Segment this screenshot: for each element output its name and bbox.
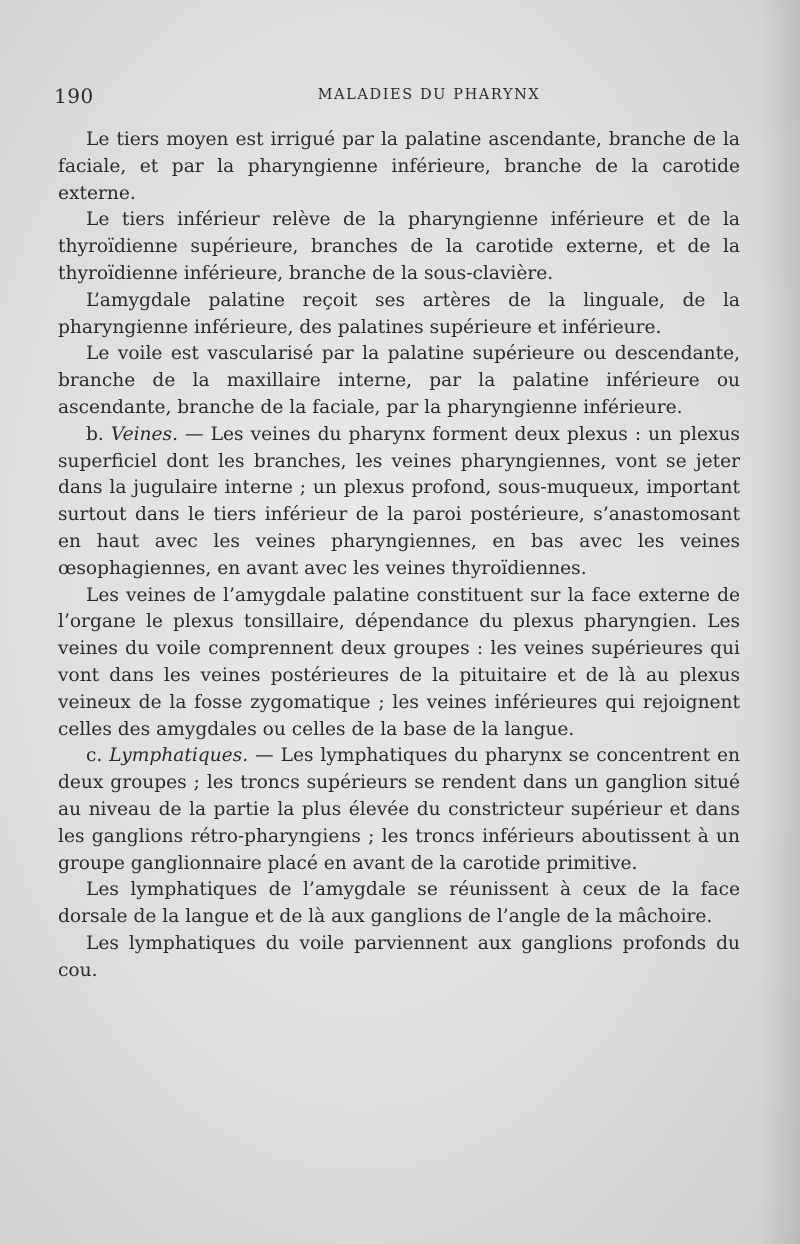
section-heading: Lymphatiques. (109, 745, 249, 767)
running-title: MALADIES DU PHARYNX (317, 87, 541, 103)
paragraph-text: — Les lymphatiques du pharynx se concentrent en deux groupes ; les troncs supérieurs se rendent dans un ganglion situé au niveau de la partie la plus élevée du constricteur supérieur et dans les ganglions rétro-pharyngiens ; les troncs inférieurs aboutissent à un groupe ganglionnaire placé en avant de la carotide primitive. (58, 745, 740, 874)
paragraph-text: Le tiers inférieur relève de la pharyngienne inférieure et de la thyroïdienne supérieure, branches de la carotide externe, et de la thyroïdienne inférieure, branche de la sous-clavière. (58, 209, 740, 284)
paragraph-text: L’amygdale palatine reçoit ses artères de la linguale, de la pharyngienne inférieure, des palatines supérieure et inférieure. (58, 289, 740, 338)
page-number: 190 (54, 84, 94, 108)
paragraph-voile-arteres (58, 341, 740, 421)
paragraph-text: Les lymphatiques du voile parviennent aux ganglions profonds du cou. (58, 932, 740, 981)
paragraph-lymphatiques-voile (58, 931, 740, 985)
paragraph-lymphatiques (58, 743, 740, 877)
section-letter: c. (86, 745, 103, 767)
body-text (58, 127, 740, 985)
section-heading: Veines. (110, 423, 178, 445)
paragraph-tiers-inferieur (58, 207, 740, 287)
paragraph-veines (58, 422, 740, 583)
paragraph-text: — Les veines du pharynx forment deux plexus : un plexus superficiel dont les branches, les veines pharyngiennes, vont se jeter dans la jugulaire interne ; un plexus profond, sous-muqueux, important surtout dans le tiers inférieur de la paroi postérieure, s’anastomosant en haut avec les veines pharyngiennes, en bas avec les veines œsophagiennes, en avant avec les veines thyroïdiennes. (58, 423, 740, 579)
paragraph-text: Les veines de l’amygdale palatine constituent sur la face externe de l’organe le plexus tonsillaire, dépendance du plexus pharyngien. Les veines du voile comprennent deux groupes : les veines supérieures qui vont dans les veines postérieures de la pituitaire et de là au plexus veineux de la fosse zygomatique ; les veines inférieures qui rejoignent celles des amygdales ou celles de la base de la langue. (58, 584, 740, 740)
page-edge-shadow (760, 0, 800, 1244)
paragraph-text: Les lymphatiques de l’amygdale se réunissent à ceux de la face dorsale de la langue et de là aux ganglions de l’angle de la mâchoire. (58, 879, 740, 928)
paragraph-lymphatiques-amygdale (58, 877, 740, 931)
page-header (54, 84, 740, 110)
paragraph-tiers-moyen (58, 127, 740, 207)
paragraph-amygdale-arteres (58, 288, 740, 342)
paragraph-text: Le voile est vascularisé par la palatine supérieure ou descendante, branche de la maxillaire interne, par la palatine inférieure ou ascendante, branche de la faciale, par la pharyngienne inférieure. (58, 343, 740, 418)
paragraph-veines-amygdale-voile (58, 583, 740, 744)
section-letter: b. (86, 423, 104, 445)
paragraph-text: Le tiers moyen est irrigué par la palatine ascendante, branche de la faciale, et par la pharyngienne inférieure, branche de la carotide externe. (58, 129, 740, 204)
